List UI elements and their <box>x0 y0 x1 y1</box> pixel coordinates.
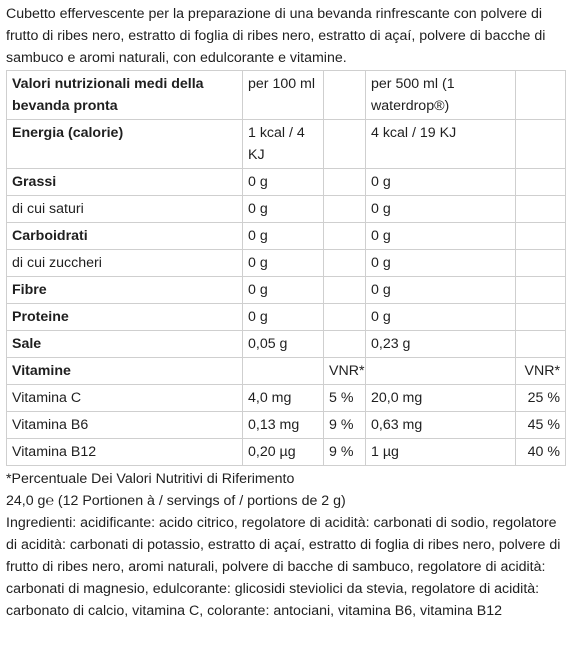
row-label: Proteine <box>7 304 243 331</box>
table-row <box>7 250 566 277</box>
vitamin-row <box>7 412 566 439</box>
row-per500: 0,23 g <box>366 331 516 358</box>
row-per500: 0 g <box>366 223 516 250</box>
vitamin-vnr100: 9 % <box>324 412 366 439</box>
vitamins-label: Vitamine <box>7 358 243 385</box>
table-row <box>7 196 566 223</box>
vitamin-vnr100: 5 % <box>324 385 366 412</box>
row-label: Carboidrati <box>7 223 243 250</box>
header-label: Valori nutrizionali medi della bevanda pronta <box>7 71 243 120</box>
header-empty-1 <box>324 71 366 120</box>
energy-per100: 1 kcal / 4 KJ <box>243 120 324 169</box>
table-row <box>7 277 566 304</box>
row-per100: 0 g <box>243 304 324 331</box>
row-label: Grassi <box>7 169 243 196</box>
table-row <box>7 304 566 331</box>
vitamins-header-row <box>7 358 566 385</box>
energy-empty-2 <box>516 120 566 169</box>
vitamin-per500: 1 µg <box>366 439 516 466</box>
energy-row <box>7 120 566 169</box>
vitamin-label: Vitamina B6 <box>7 412 243 439</box>
vitamin-label: Vitamina C <box>7 385 243 412</box>
row-per100: 0,05 g <box>243 331 324 358</box>
row-per100: 0 g <box>243 169 324 196</box>
header-empty-2 <box>516 71 566 120</box>
nutrition-header-row <box>7 71 566 120</box>
vitamin-per100: 0,13 mg <box>243 412 324 439</box>
footnote: *Percentuale Dei Valori Nutritivi di Riferimento <box>6 471 295 487</box>
vitamin-vnr100: 9 % <box>324 439 366 466</box>
header-per100: per 100 ml <box>243 71 324 120</box>
row-per100: 0 g <box>243 250 324 277</box>
row-per100: 0 g <box>243 277 324 304</box>
table-row <box>7 223 566 250</box>
row-label: di cui saturi <box>7 196 243 223</box>
row-per100: 0 g <box>243 196 324 223</box>
vitamin-row <box>7 439 566 466</box>
vnr-header-2: VNR* <box>516 358 566 385</box>
notes <box>6 468 564 622</box>
row-per500: 0 g <box>366 196 516 223</box>
vitamin-label: Vitamina B12 <box>7 439 243 466</box>
row-per500: 0 g <box>366 277 516 304</box>
net-weight: 24,0 g℮ (12 Portionen à / servings of / portions de 2 g) <box>6 493 346 509</box>
table-row <box>7 331 566 358</box>
row-per500: 0 g <box>366 304 516 331</box>
row-label: di cui zuccheri <box>7 250 243 277</box>
vitamin-per500: 0,63 mg <box>366 412 516 439</box>
table-row <box>7 169 566 196</box>
energy-label: Energia (calorie) <box>7 120 243 169</box>
energy-per500: 4 kcal / 19 KJ <box>366 120 516 169</box>
product-description: Cubetto effervescente per la preparazione di una bevanda rinfrescante con polvere di frutto di ribes nero, estratto di foglia di ribes nero, estratto di açaí, polvere di bacche di sambuco e aromi naturali, con edulcorante e vitamine. <box>6 6 546 66</box>
energy-empty-1 <box>324 120 366 169</box>
row-per100: 0 g <box>243 223 324 250</box>
row-per500: 0 g <box>366 169 516 196</box>
row-label: Sale <box>7 331 243 358</box>
nutrition-table <box>6 70 566 466</box>
vitamin-per500: 20,0 mg <box>366 385 516 412</box>
vitamin-per100: 4,0 mg <box>243 385 324 412</box>
ingredients: Ingredienti: acidificante: acido citrico, regolatore di acidità: carbonati di sodio, regolatore di acidità: carbonati di potassio, estratto di açaí, estratto di foglia di ribes nero, polvere di frutto di ribes nero, aromi naturali, polvere di bacche di sambuco, regolatore di acidità: carbonati di magnesio, edulcorante: glicosidi steviolici da stevia, regolatore di acidità: carbonato di calcio, vitamina C, colorante: antociani, vitamina B6, vitamina B12 <box>6 515 561 619</box>
header-per500: per 500 ml (1 waterdrop®) <box>366 71 516 120</box>
row-label: Fibre <box>7 277 243 304</box>
vitamin-row <box>7 385 566 412</box>
vitamin-vnr500: 45 % <box>516 412 566 439</box>
vitamin-vnr500: 25 % <box>516 385 566 412</box>
vitamin-vnr500: 40 % <box>516 439 566 466</box>
row-per500: 0 g <box>366 250 516 277</box>
vnr-header-1: VNR* <box>324 358 366 385</box>
vitamin-per100: 0,20 µg <box>243 439 324 466</box>
